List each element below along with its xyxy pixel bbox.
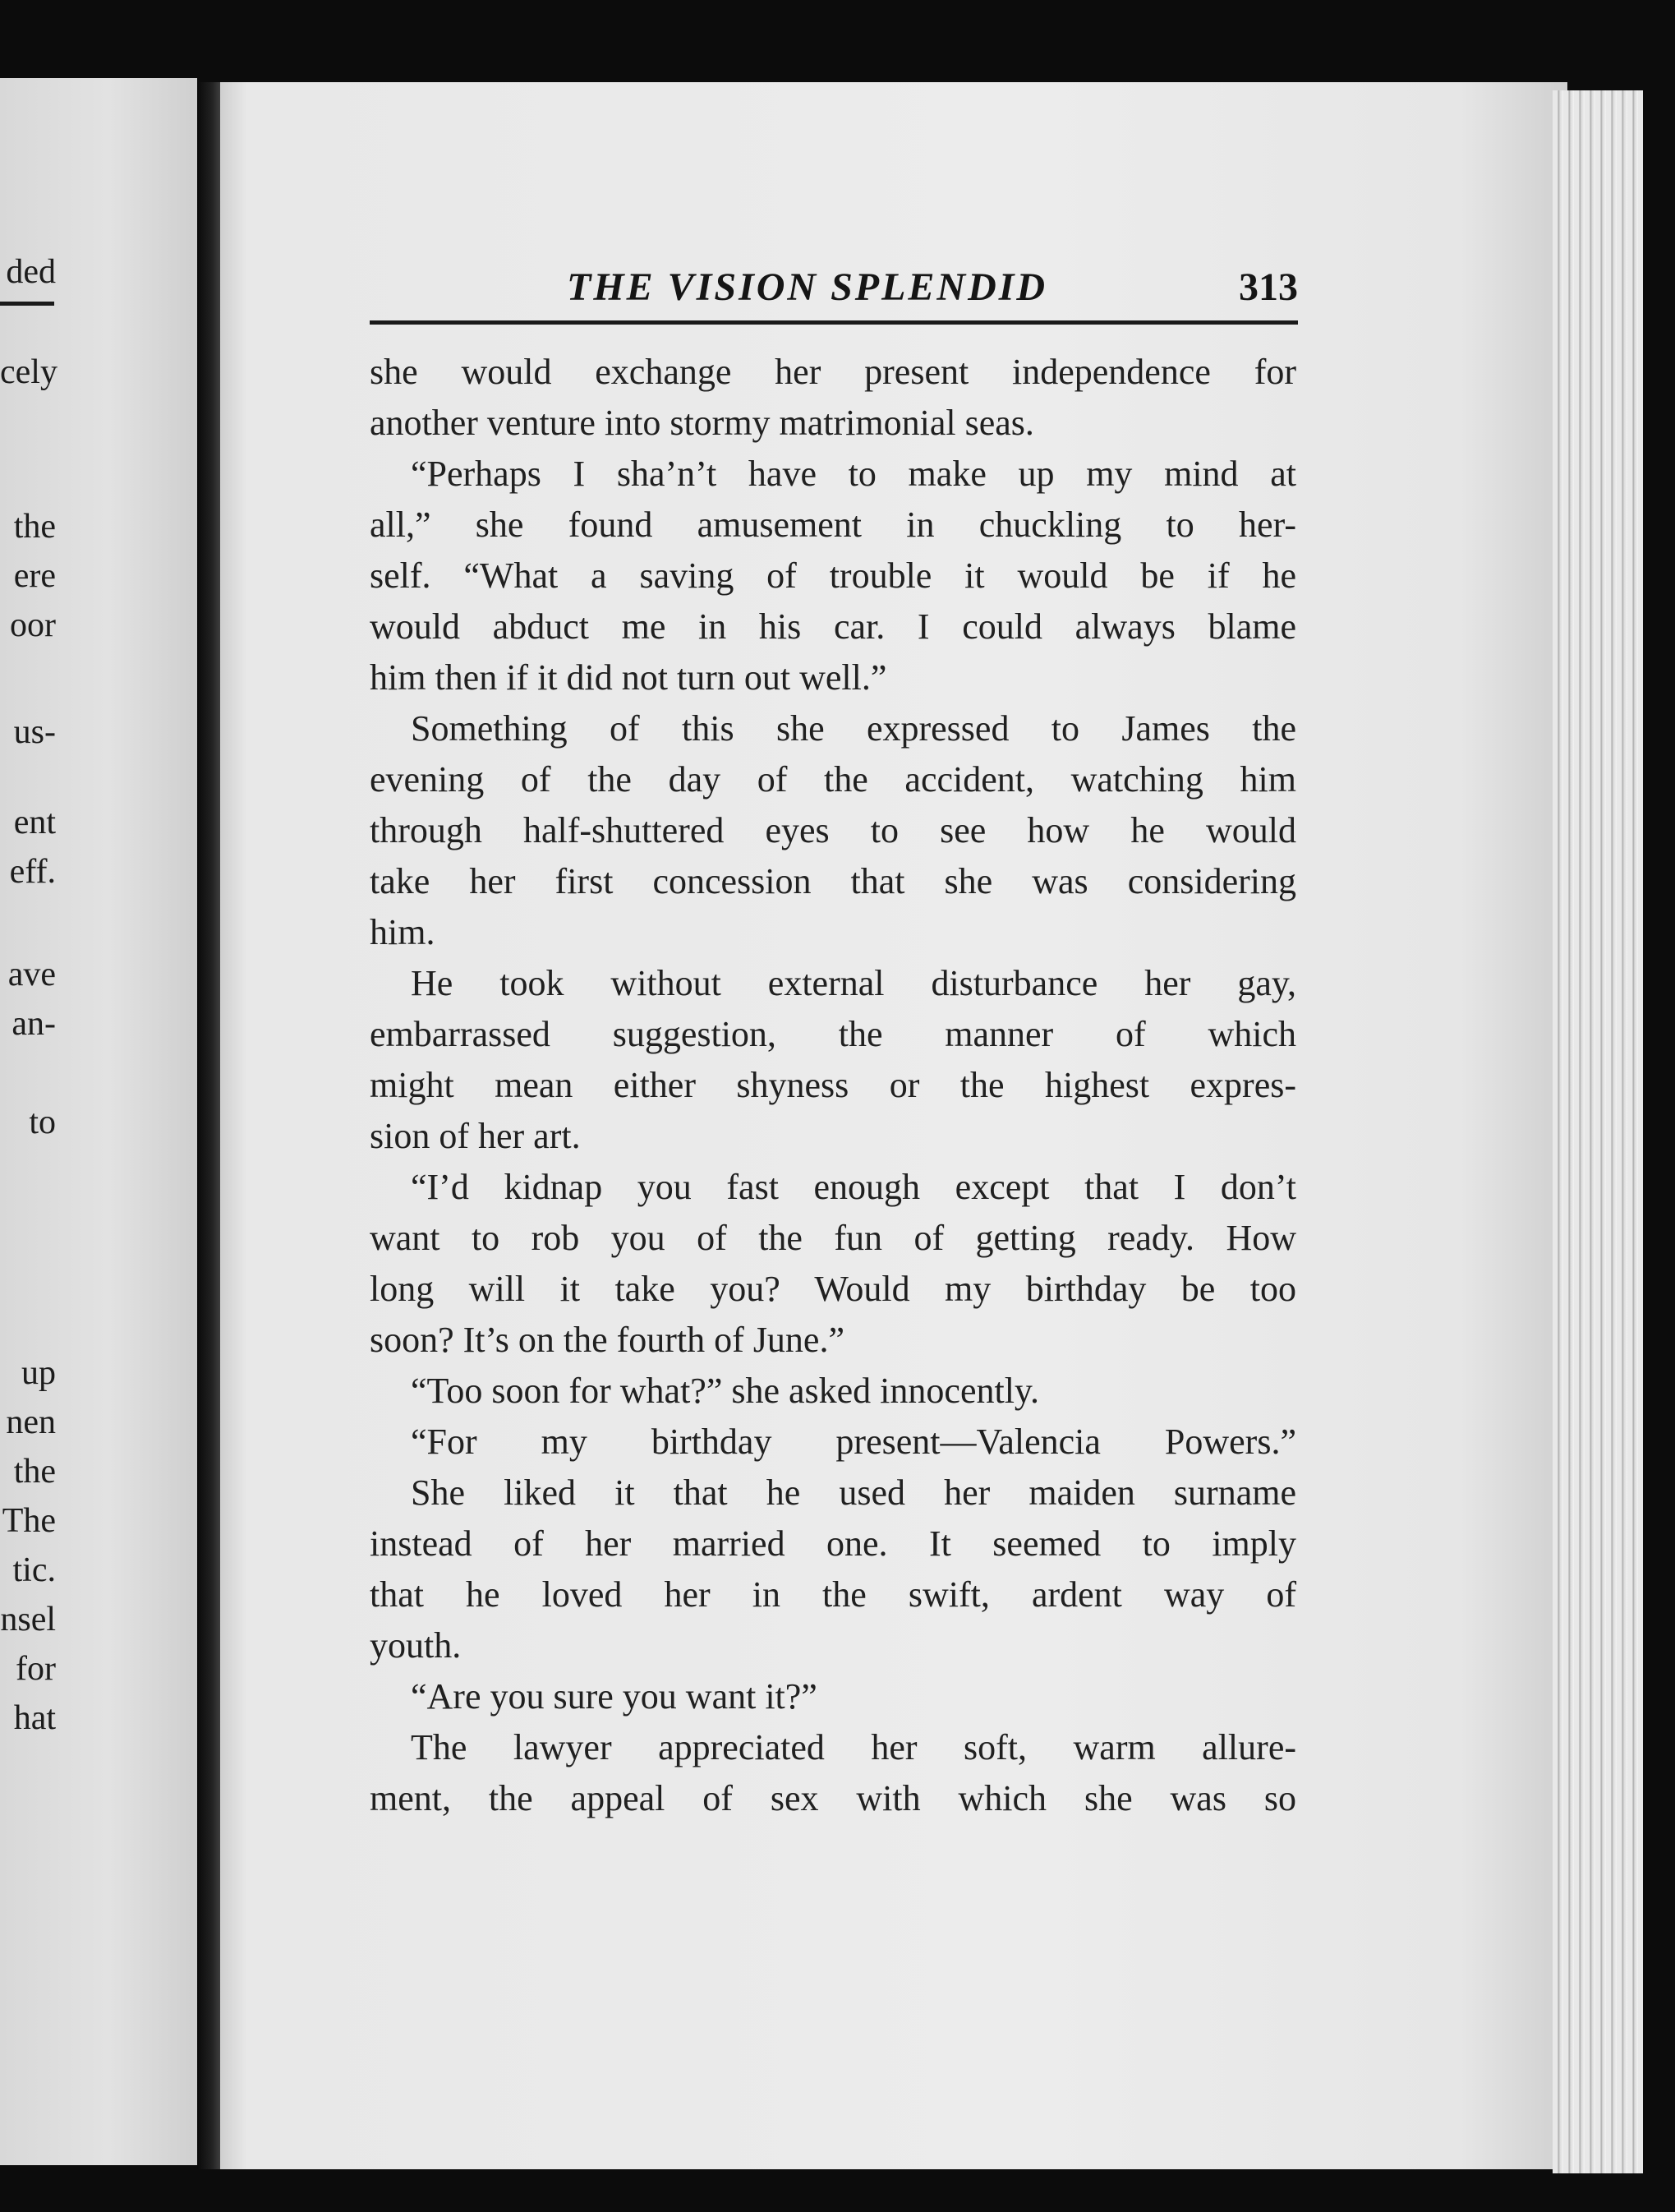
left-page-fragment: an- xyxy=(12,1005,56,1043)
text-line: that he loved her in the swift, ardent way of xyxy=(370,1574,1296,1615)
left-page-fragment: oor xyxy=(10,606,56,644)
text-line: “For my birthday present—Valencia Powers.” xyxy=(411,1422,1296,1462)
text-line: “Too soon for what?” she asked innocently. xyxy=(411,1371,1040,1411)
left-page xyxy=(0,78,197,2165)
left-page-fragment: the xyxy=(13,508,56,546)
left-page-fragment: to xyxy=(29,1104,56,1141)
left-page-fragment: nen xyxy=(6,1403,56,1441)
text-line: sion of her art. xyxy=(370,1116,581,1156)
page-edges xyxy=(1553,90,1643,2173)
text-line: Something of this she expressed to James the xyxy=(411,708,1296,749)
text-line: all,” she found amusement in chuckling to her- xyxy=(370,505,1296,545)
text-line: “Are you sure you want it?” xyxy=(411,1676,817,1717)
left-page-fragment: cely xyxy=(0,353,58,391)
text-line: evening of the day of the accident, watching him xyxy=(370,759,1296,800)
left-page-fragment: tic. xyxy=(12,1551,56,1589)
left-page-fragment: ded xyxy=(6,253,56,291)
page-number: 313 xyxy=(1239,265,1298,309)
left-page-fragment: up xyxy=(21,1354,56,1392)
text-line: another venture into stormy matrimonial seas. xyxy=(370,403,1034,443)
text-line: embarrassed suggestion, the manner of which xyxy=(370,1014,1296,1054)
left-page-fragment: the xyxy=(13,1453,56,1491)
text-line: instead of her married one. It seemed to imply xyxy=(370,1523,1296,1564)
text-line: He took without external disturbance her gay, xyxy=(411,963,1296,1003)
text-line: “Perhaps I sha’n’t have to make up my mind at xyxy=(411,454,1296,494)
text-line: through half-shuttered eyes to see how he would xyxy=(370,810,1296,850)
left-page-fragment: hat xyxy=(13,1699,56,1737)
text-line: might mean either shyness or the highest expres- xyxy=(370,1065,1296,1105)
left-page-fragment: for xyxy=(16,1650,56,1688)
text-line: She liked it that he used her maiden surname xyxy=(411,1472,1296,1513)
text-line: long will it take you? Would my birthday be too xyxy=(370,1269,1296,1309)
text-line: take her first concession that she was considering xyxy=(370,861,1296,901)
body-text xyxy=(370,347,1296,1824)
left-page-fragment: ave xyxy=(7,956,56,993)
left-page-fragment: nsel xyxy=(0,1601,56,1638)
text-line: The lawyer appreciated her soft, warm allure- xyxy=(411,1727,1296,1767)
left-page-fragment: us- xyxy=(13,713,56,751)
text-line: soon? It’s on the fourth of June.” xyxy=(370,1320,844,1360)
left-page-fragment: ere xyxy=(13,557,56,595)
text-line: him then if it did not turn out well.” xyxy=(370,657,887,698)
left-page-fragment: eff. xyxy=(9,853,56,891)
running-head-title: THE VISION SPLENDID xyxy=(567,265,1048,309)
text-line: would abduct me in his car. I could always blame xyxy=(370,606,1296,647)
left-page-rule xyxy=(0,302,54,306)
text-line: “I’d kidnap you fast enough except that I don’t xyxy=(411,1167,1296,1207)
left-page-fragment: The xyxy=(2,1502,56,1540)
text-line: she would exchange her present independence for xyxy=(370,352,1296,392)
text-line: youth. xyxy=(370,1625,462,1666)
running-header xyxy=(370,265,1298,314)
text-line: him. xyxy=(370,912,435,952)
header-rule xyxy=(370,320,1298,325)
text-line: want to rob you of the fun of getting ready. How xyxy=(370,1218,1296,1258)
book-gutter xyxy=(197,82,222,2169)
text-line: self. “What a saving of trouble it would be if he xyxy=(370,555,1296,596)
left-page-fragment: ent xyxy=(13,804,56,841)
text-line: ment, the appeal of sex with which she was so xyxy=(370,1778,1296,1818)
